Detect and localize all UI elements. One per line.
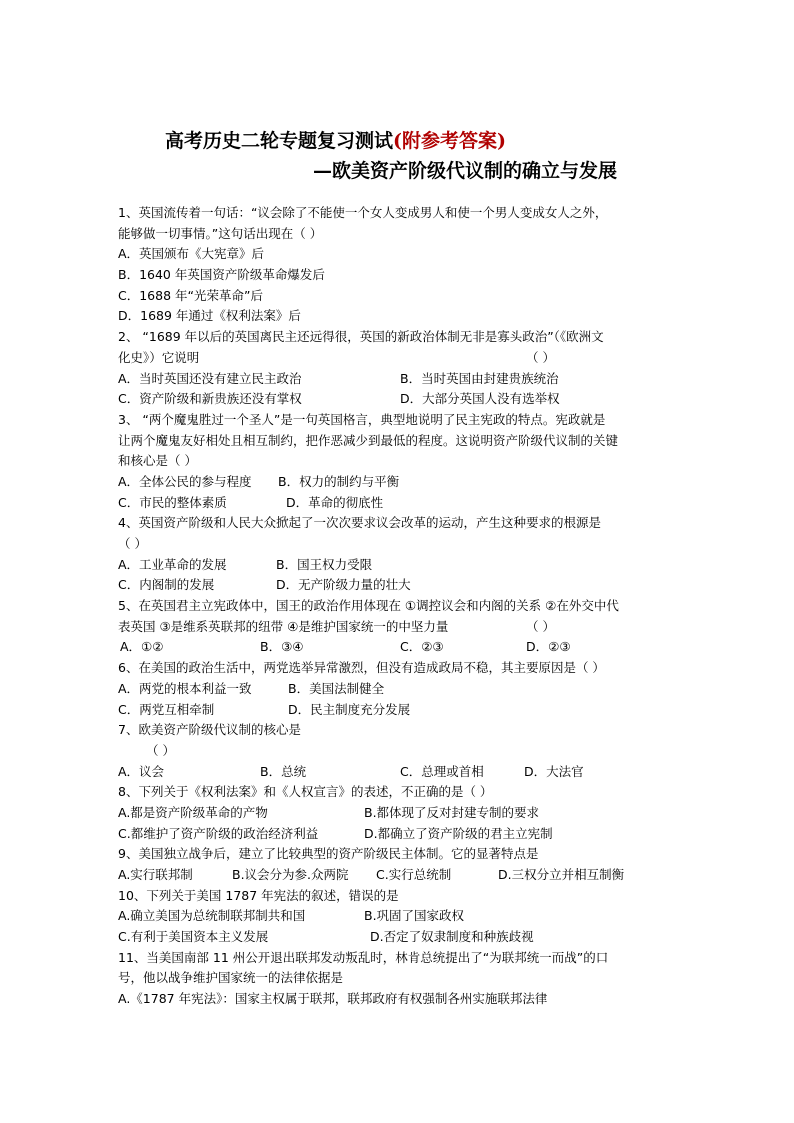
question-8-stem: 8、下列关于《权利法案》和《人权宣言》的表述，不正确的是（ ） [118, 784, 493, 800]
question-1-stem-cont: 能够做一切事情。”这句话出现在（ ） [118, 225, 323, 241]
question-5-option-c: C．②③ [400, 639, 444, 655]
question-6-option-d: D．民主制度充分发展 [288, 701, 411, 717]
question-10-option-d: D.否定了奴隶制度和种族歧视 [370, 929, 534, 945]
question-7-option-b: B．总统 [260, 763, 307, 779]
question-5-option-a: A．①② [120, 639, 164, 655]
question-5-stem-cont: 表英国 ③是维系英联邦的纽带 ④是维护国家统一的中坚力量 [118, 618, 449, 634]
page-subtitle: —欧美资产阶级代议制的确立与发展 [313, 160, 618, 182]
question-7-option-a: A．议会 [118, 763, 165, 779]
question-10-option-c: C.有利于美国资本主义发展 [118, 929, 269, 945]
question-9-stem: 9、美国独立战争后，建立了比较典型的资产阶级民主体制。它的显著特点是 [118, 846, 539, 862]
question-6-option-a: A．两党的根本利益一致 [118, 680, 252, 696]
question-4-option-b: B．国王权力受限 [276, 556, 373, 572]
question-6-stem: 6、在美国的政治生活中，两党选举异常激烈，但没有造成政局不稳，其主要原因是（ ） [118, 660, 605, 676]
question-5-blank: （ ） [526, 618, 555, 634]
question-9-option-d: D.三权分立并相互制衡 [498, 867, 625, 882]
page-title [165, 126, 506, 153]
question-2-stem-cont: 化史》）它说明 [118, 349, 200, 365]
question-2-options-row-1 [118, 369, 678, 390]
question-4-stem: 4、英国资产阶级和人民大众掀起了一次次要求议会改革的运动，产生这种要求的根源是 [118, 515, 601, 531]
question-5-option-b: B．③④ [260, 639, 304, 655]
question-4-blank: （ ） [118, 536, 147, 551]
question-11-stem: 11、当美国南部 11 州公开退出联邦发动叛乱时，林肯总统提出了“为联邦统一而战”的口 [118, 949, 609, 965]
question-1-option-a: A．英国颁布《大宪章》后 [118, 246, 265, 262]
question-6-options-row-1 [118, 679, 678, 700]
title-answer-note: (附参考答案) [393, 130, 506, 152]
question-7-blank-row [118, 741, 678, 762]
question-4-options-row-1 [118, 555, 678, 576]
question-2-blank: （ ） [526, 349, 555, 365]
question-1-stem: 1、英国流传着一句话：“议会除了不能使一个女人变成男人和使一个男人变成女人之外， [118, 205, 608, 220]
question-3-option-a: A．全体公民的参与程度 [118, 473, 252, 489]
question-5-options-row [118, 637, 678, 658]
question-2-stem-row [118, 348, 678, 369]
question-9-option-b: B.议会分为参.众两院 [232, 867, 349, 882]
question-2-option-d: D．大部分英国人没有选举权 [400, 391, 560, 407]
question-3-stem-end: 和核心是（ ） [118, 453, 197, 469]
question-10-stem: 10、下列关于美国 1787 年宪法的叙述，错误的是 [118, 887, 399, 903]
question-3-stem: 3、 “两个魔鬼胜过一个圣人”是一句英国格言，典型地说明了民主宪政的特点。宪政就是 [118, 411, 606, 427]
question-3-option-d: D．革命的彻底性 [286, 494, 384, 510]
question-4-options-row-2 [118, 575, 678, 596]
question-9-option-a: A.实行联邦制 [118, 867, 193, 882]
question-8-options-row-1 [118, 803, 678, 824]
question-1-option-b: B．1640 年英国资产阶级革命爆发后 [118, 267, 325, 283]
question-2-stem: 2、 “1689 年以后的英国离民主还远得很，英国的新政治体制无非是寡头政治”（《欧洲文 [118, 329, 604, 345]
question-10-option-a: A.确立美国为总统制联邦制共和国 [118, 908, 306, 924]
title-main: 高考历史二轮专题复习测试 [165, 130, 394, 152]
question-8-option-b: B.都体现了反对封建专制的要求 [364, 804, 540, 820]
question-8-option-a: A.都是资产阶级革命的产物 [118, 804, 268, 820]
question-3-options-row-2 [118, 493, 678, 514]
question-8-option-c: C.都维护了资产阶级的政治经济利益 [118, 825, 319, 841]
question-3-option-b: B．权力的制约与平衡 [278, 473, 400, 489]
question-9-option-c: C.实行总统制 [376, 867, 452, 882]
question-7-blank: （ ） [146, 742, 175, 758]
question-6-option-b: B．美国法制健全 [288, 680, 385, 696]
question-6-options-row-2 [118, 700, 678, 721]
question-3-stem-cont: 让两个魔鬼友好相处且相互制约，把作恶减少到最低的程度。这说明资产阶级代议制的关键 [118, 432, 619, 448]
question-4-option-d: D．无产阶级力量的壮大 [276, 577, 411, 593]
question-4-option-c: C．内阁制的发展 [118, 577, 215, 593]
question-5-stem: 5、在英国君主立宪政体中，国王的政治作用体现在 ①调控议会和内阁的关系 ②在外交中代 [118, 598, 619, 614]
question-10-options-row-1 [118, 906, 678, 927]
question-11-stem-cont: 号，他以战争维护国家统一的法律依据是 [118, 970, 344, 986]
question-4-option-a: A．工业革命的发展 [118, 556, 227, 572]
question-7-stem: 7、欧美资产阶级代议制的核心是 [118, 722, 301, 738]
question-11-option-a: A.《1787 年宪法》：国家主权属于联邦，联邦政府有权强制各州实施联邦法律 [118, 991, 548, 1007]
question-3-options-row-1 [118, 472, 678, 493]
question-2-option-b: B．当时英国由封建贵族统治 [400, 370, 559, 386]
question-2-option-c: C．资产阶级和新贵族还没有掌权 [118, 391, 302, 407]
question-9-options-row [118, 865, 678, 886]
question-7-option-c: C．总理或首相 [400, 763, 484, 779]
question-8-options-row-2 [118, 824, 678, 845]
question-2-options-row-2 [118, 389, 678, 410]
question-3-option-c: C．市民的整体素质 [118, 494, 227, 510]
question-6-option-c: C．两党互相牵制 [118, 701, 215, 717]
question-8-option-d: D.都确立了资产阶级的君主立宪制 [364, 825, 553, 841]
question-5-stem-row [118, 617, 678, 638]
question-1-option-c: C．1688 年“光荣革命”后 [118, 287, 263, 303]
question-2-option-a: A．当时英国还没有建立民主政治 [118, 370, 302, 386]
question-list [118, 203, 678, 1010]
question-10-option-b: B.巩固了国家政权 [364, 908, 465, 924]
question-1-option-d: D．1689 年通过《权利法案》后 [118, 308, 301, 324]
question-7-option-d: D．大法官 [524, 763, 584, 779]
question-7-options-row [118, 762, 678, 783]
question-10-options-row-2 [118, 927, 678, 948]
question-5-option-d: D．②③ [526, 639, 571, 655]
